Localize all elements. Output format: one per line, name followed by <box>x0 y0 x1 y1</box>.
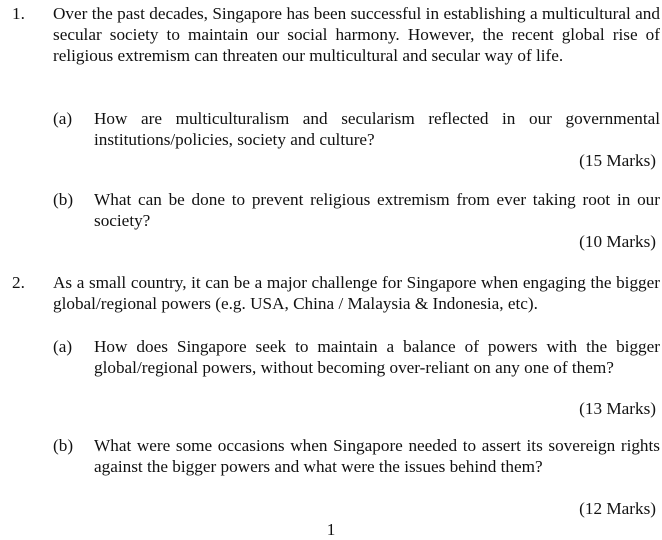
question-text: Over the past decades, Singapore has been successful in establishing a multicultural and secular society to maintain our social harmony. However, the recent global rise of religious extremism can threaten our multicultural and secular way of life. <box>53 4 660 65</box>
part-text: What can be done to prevent religious extremism from ever taking root in our society? <box>94 190 660 230</box>
marks-label: (13 Marks) <box>579 399 656 418</box>
marks-label: (10 Marks) <box>579 232 656 251</box>
part-letter: (b) <box>53 436 74 455</box>
question-text: As a small country, it can be a major challenge for Singapore when engaging the bigger global/regional powers (e.g. USA, China / Malaysia & Indonesia, etc). <box>53 273 660 313</box>
marks-label: (15 Marks) <box>579 151 656 170</box>
part-text: How does Singapore seek to maintain a balance of powers with the bigger global/regional powers, without becoming over-reliant on any one of them? <box>94 337 660 377</box>
part-letter: (b) <box>53 190 74 209</box>
question-number: 2. <box>12 273 25 292</box>
marks-label: (12 Marks) <box>579 499 656 518</box>
part-letter: (a) <box>53 337 73 356</box>
question-number: 1. <box>12 4 25 23</box>
part-text: What were some occasions when Singapore needed to assert its sovereign rights against the bigger powers and what were the issues behind them? <box>94 436 660 476</box>
part-text: How are multiculturalism and secularism reflected in our governmental institutions/policies, society and culture? <box>94 109 660 149</box>
page-number: 1 <box>326 520 336 539</box>
part-letter: (a) <box>53 109 73 128</box>
